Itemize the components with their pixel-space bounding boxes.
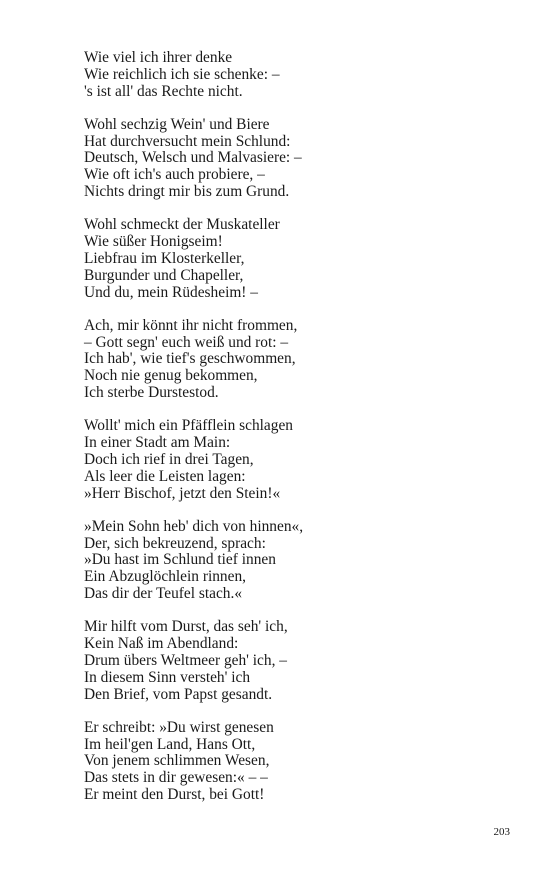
- poem-line: Ich sterbe Durstestod.: [84, 384, 219, 402]
- poem-line: Ich hab', wie tief's geschwommen,: [84, 350, 296, 368]
- poem-line: Wie süßer Honigseim!: [84, 233, 223, 251]
- poem-line: Wollt' mich ein Pfäfflein schlagen: [84, 417, 293, 435]
- poem-line: Drum übers Weltmeer geh' ich, –: [84, 651, 287, 669]
- poem-line: Ach, mir könnt ihr nicht frommen,: [84, 316, 298, 334]
- stanza: [84, 519, 504, 603]
- poem-line: In diesem Sinn versteh' ich: [84, 668, 251, 686]
- page-number: 203: [493, 826, 510, 838]
- stanza: [84, 619, 504, 703]
- poem-line: Der, sich bekreuzend, sprach:: [84, 534, 266, 552]
- poem-line: Liebfrau im Klosterkeller,: [84, 249, 245, 267]
- poem-line: »Mein Sohn heb' dich von hinnen«,: [84, 517, 304, 535]
- poem-line: Mir hilft vom Durst, das seh' ich,: [84, 618, 288, 636]
- stanza: [84, 50, 504, 100]
- poem-line: Er schreibt: »Du wirst genesen: [84, 718, 274, 736]
- poem-text: [84, 50, 504, 820]
- poem-line: Und du, mein Rüdesheim! –: [84, 283, 258, 301]
- poem-line: Das stets in dir gewesen:« – –: [84, 769, 268, 787]
- poem-line: Kein Naß im Abendland:: [84, 635, 239, 653]
- poem-line: Er meint den Durst, bei Gott!: [84, 785, 265, 803]
- poem-line: Von jenem schlimmen Wesen,: [84, 752, 270, 770]
- poem-line: Burgunder und Chapeller,: [84, 266, 244, 284]
- poem-line: Im heil'gen Land, Hans Ott,: [84, 735, 256, 753]
- poem-line: Wie reichlich ich sie schenke: –: [84, 65, 280, 83]
- poem-line: Ein Abzuglöchlein rinnen,: [84, 568, 246, 586]
- poem-line: Als leer die Leisten lagen:: [84, 467, 246, 485]
- poem-line: – Gott segn' euch weiß und rot: –: [84, 333, 289, 351]
- poem-line: 's ist all' das Rechte nicht.: [84, 82, 243, 100]
- stanza: [84, 117, 504, 201]
- poem-line: Wohl sechzig Wein' und Biere: [84, 115, 270, 133]
- poem-line: Doch ich rief in drei Tagen,: [84, 450, 254, 468]
- poem-line: Deutsch, Welsch und Malvasiere: –: [84, 149, 302, 167]
- stanza: [84, 720, 504, 804]
- poem-line: Wie oft ich's auch probiere, –: [84, 166, 265, 184]
- poem-line: Das dir der Teufel stach.«: [84, 585, 243, 603]
- poem-line: In einer Stadt am Main:: [84, 434, 231, 452]
- poem-line: »Du hast im Schlund tief innen: [84, 551, 276, 569]
- stanza: [84, 418, 504, 502]
- poem-line: Wie viel ich ihrer denke: [84, 49, 233, 66]
- stanza: [84, 217, 504, 301]
- poem-line: Wohl schmeckt der Muskateller: [84, 216, 280, 234]
- stanza: [84, 318, 504, 402]
- poem-line: Den Brief, vom Papst gesandt.: [84, 685, 273, 703]
- poem-line: Nichts dringt mir bis zum Grund.: [84, 183, 290, 201]
- poem-line: »Herr Bischof, jetzt den Stein!«: [84, 484, 281, 502]
- poem-line: Hat durchversucht mein Schlund:: [84, 132, 291, 150]
- poem-line: Noch nie genug bekommen,: [84, 367, 258, 385]
